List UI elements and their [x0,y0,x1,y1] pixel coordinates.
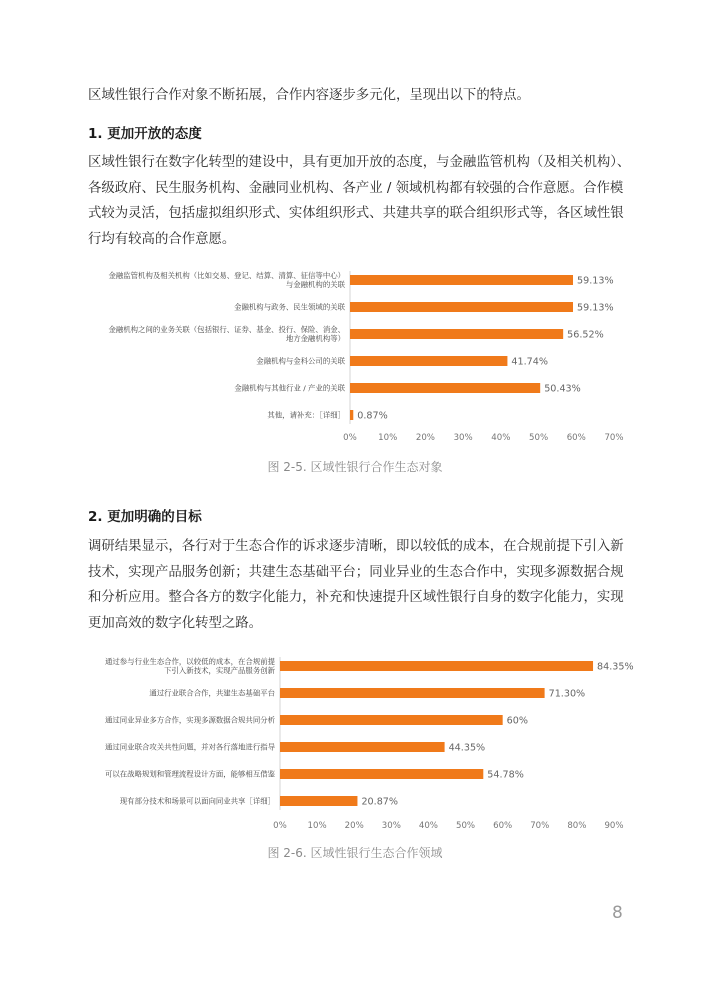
category-label: 可以在战略规划和管理流程设计方面，能够相互借鉴 [105,769,275,779]
bar [280,796,357,806]
category-label: 下引入新技术，实现产品服务创新 [164,666,275,675]
tick-label: 40% [418,821,438,831]
category-label: 通过行业联合合作，共建生态基础平台 [149,688,275,698]
category-label: 通过同业异业多方合作，实现多源数据合规共同分析 [105,715,275,725]
bar [280,742,445,752]
value-label: 59.13% [577,302,614,314]
bar [350,383,540,393]
category-label: 金融机构与金科公司的关联 [256,356,345,366]
value-label: 84.35% [597,661,634,673]
value-label: 41.74% [511,356,549,368]
category-label: 通过参与行业生态合作，以较低的成本，在合规前提 [105,657,275,666]
category-label: 现有部分技术和场景可以面向同业共享［详细］ [119,796,275,806]
tick-label: 90% [604,821,624,831]
section2-heading: 2. 更加明确的目标 [88,509,202,525]
tick-label: 30% [453,433,473,443]
bar [280,715,503,725]
bar [280,769,483,779]
tick-label: 20% [344,821,364,831]
value-label: 20.87% [361,796,399,808]
tick-label: 20% [415,433,435,443]
tick-label: 0% [273,821,287,831]
chart1-caption: 图 2-5. 区域性银行合作生态对象 [267,460,443,474]
chart-cooperation-areas [0,650,710,832]
intro-paragraph: 区域性银行合作对象不断拓展，合作内容逐步多元化，呈现出以下的特点。 [88,88,530,103]
tick-label: 40% [491,433,511,443]
value-label: 50.43% [544,383,581,395]
category-label: 金融机构与其他行业 / 产业的关联 [234,383,345,393]
value-label: 60% [506,715,528,727]
category-label: 金融机构与政务、民生领域的关联 [234,302,345,312]
category-label: 其他，请补充：［详细］ [267,410,345,420]
tick-label: 30% [381,821,401,831]
chart2-caption: 图 2-6. 区域性银行生态合作领域 [267,846,443,860]
tick-label: 10% [307,821,327,831]
category-label: 通过同业联合攻关共性问题，并对各行落地进行指导 [105,742,275,752]
value-label: 54.78% [487,769,524,781]
tick-label: 0% [343,433,357,443]
section1-heading: 1. 更加开放的态度 [88,126,202,142]
tick-label: 60% [493,821,513,831]
bar [350,275,573,285]
tick-label: 50% [456,821,476,831]
section1-paragraph: 区域性银行在数字化转型的建设中，具有更加开放的态度，与金融监管机构（及相关机构）、各级政府、民生服务机构、金融同业机构、各产业 / 领域机构都有较强的合作意愿。合作模式较为灵活，包括虚拟组织形式、实体组织形式、共建共享的联合组织形式等，各区域性银行均有较高的合作意愿。 [88,155,631,247]
category-label: 金融机构之间的业务关联（包括银行、证券、基金、投行、保险、消金、 [108,325,345,334]
bar [350,302,573,312]
category-label: 地方金融机构等） [285,334,345,343]
bar [280,688,545,698]
bar [280,661,593,671]
chart-ecosystem-partners [0,262,710,454]
tick-label: 80% [567,821,587,831]
category-label: 与金融机构的关联 [285,280,345,289]
bar [350,329,563,339]
value-label: 0.87% [357,410,388,422]
bar [350,410,353,420]
tick-label: 60% [566,433,586,443]
value-label: 71.30% [548,688,586,700]
tick-label: 70% [604,433,624,443]
value-label: 44.35% [448,742,486,754]
bar [350,356,507,366]
tick-label: 70% [530,821,550,831]
value-label: 59.13% [577,275,614,287]
value-label: 56.52% [567,329,604,341]
category-label: 金融监管机构及相关机构（比如交易、登记、结算、清算、征信等中心） [108,271,345,280]
tick-label: 10% [378,433,398,443]
page-number: 8 [612,903,623,923]
tick-label: 50% [529,433,549,443]
section2-paragraph: 调研结果显示，各行对于生态合作的诉求逐步清晰，即以较低的成本，在合规前提下引入新技术，实现产品服务创新；共建生态基础平台；同业异业的生态合作中，实现多源数据合规和分析应用。整合各方的数字化能力，补充和快速提升区域性银行自身的数字化能力，实现更加高效的数字化转型之路。 [88,539,624,631]
